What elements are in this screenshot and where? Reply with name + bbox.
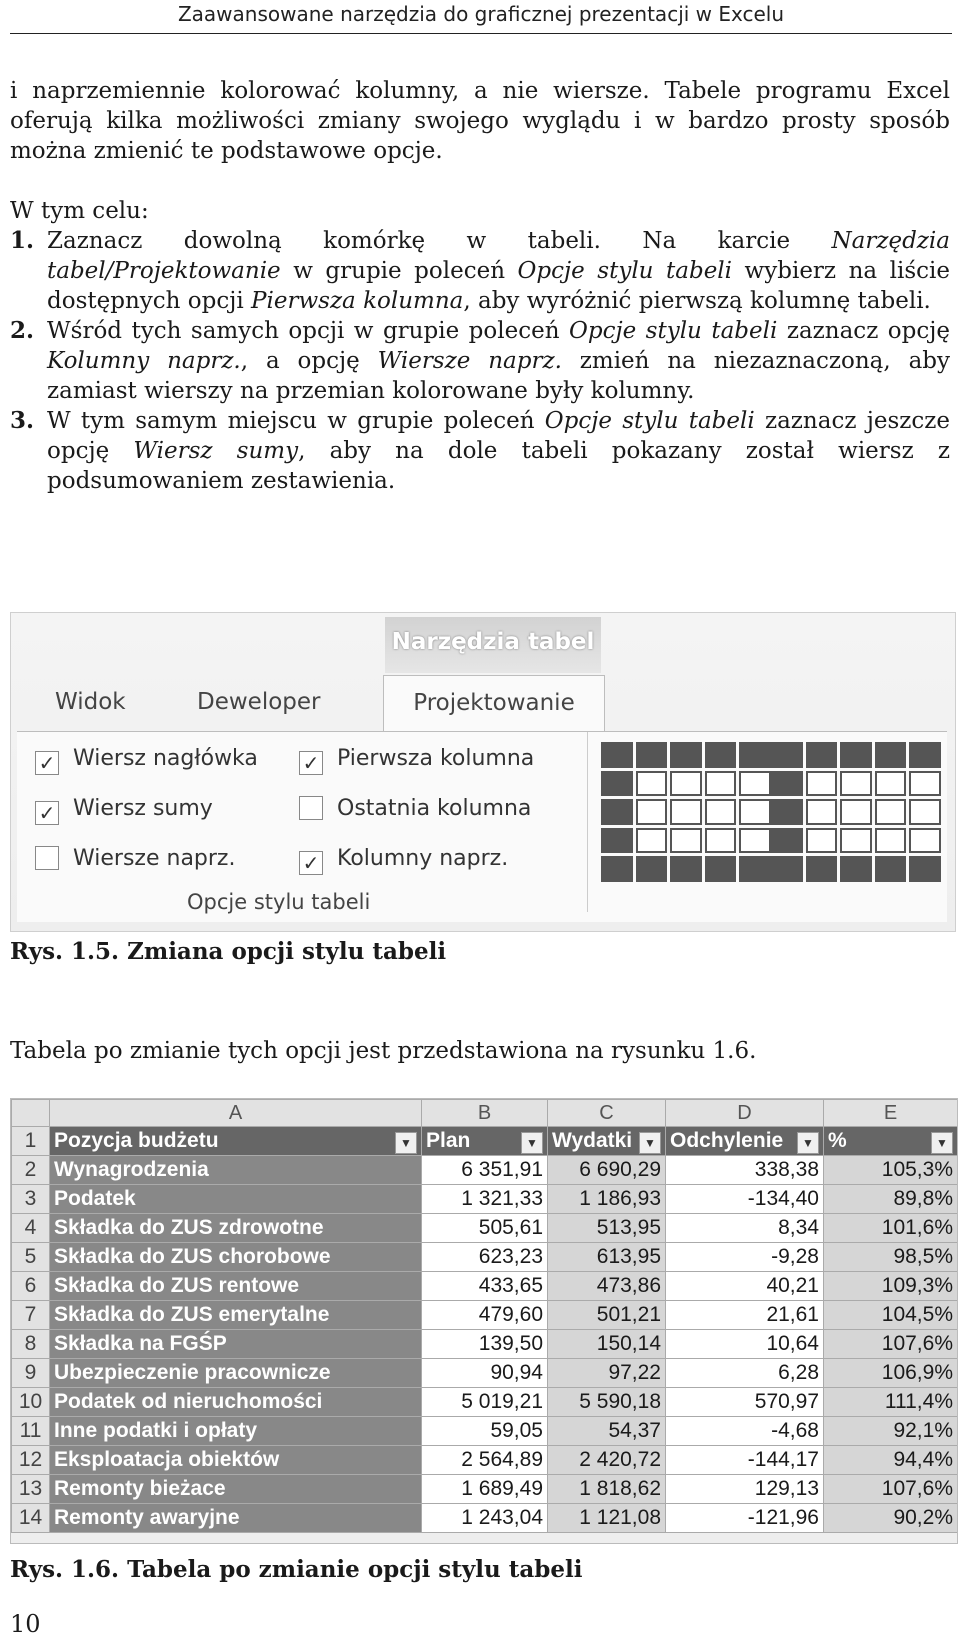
value-cell[interactable]: -144,17 (666, 1446, 824, 1475)
value-cell[interactable]: -4,68 (666, 1417, 824, 1446)
option-label: Wiersze naprz. (73, 846, 236, 871)
value-cell[interactable]: 1 818,62 (548, 1475, 666, 1504)
value-cell[interactable]: 6,28 (666, 1359, 824, 1388)
table-row (12, 1388, 958, 1417)
row-number[interactable]: 5 (12, 1243, 50, 1272)
step-item (10, 316, 950, 406)
value-cell[interactable]: 513,95 (548, 1214, 666, 1243)
row-label-cell[interactable]: Podatek od nieruchomości (50, 1388, 422, 1417)
value-cell[interactable]: 90,94 (422, 1359, 548, 1388)
step-item (10, 226, 950, 316)
value-cell[interactable]: 501,21 (548, 1301, 666, 1330)
step-text: zaznacz jeszcze opcję (47, 408, 950, 464)
step-italic: Opcje stylu tabeli (568, 318, 778, 344)
value-cell[interactable]: 90,2% (824, 1504, 958, 1533)
step-text: w grupie poleceń (280, 258, 518, 284)
step-number: 1. (10, 227, 35, 254)
step-text: zmień na niezaznaczoną, aby zamiast wierszy na przemian kolorowane były kolumny. (47, 348, 950, 404)
page-number: 10 (10, 1610, 41, 1638)
column-letter[interactable]: D (666, 1100, 824, 1127)
option-label: Kolumny naprz. (337, 846, 509, 871)
group-separator (587, 732, 588, 912)
column-letter[interactable]: E (824, 1100, 958, 1127)
value-cell[interactable]: 111,4% (824, 1388, 958, 1417)
value-cell[interactable]: 5 019,21 (422, 1388, 548, 1417)
filter-dropdown-icon[interactable]: ▼ (639, 1132, 661, 1154)
row-label-cell[interactable]: Składka do ZUS rentowe (50, 1272, 422, 1301)
row-number[interactable]: 1 (12, 1127, 50, 1156)
option-label: Wiersz nagłówka (73, 746, 258, 771)
option-banded-columns[interactable] (299, 844, 508, 874)
row-label-cell[interactable]: Remonty awaryjne (50, 1504, 422, 1533)
ribbon-screenshot (10, 612, 956, 932)
table-row (12, 1272, 958, 1301)
table-row (12, 1185, 958, 1214)
filter-dropdown-icon[interactable]: ▼ (931, 1132, 953, 1154)
option-label: Ostatnia kolumna (337, 796, 532, 821)
value-cell[interactable]: 505,61 (422, 1214, 548, 1243)
table-row (12, 1475, 958, 1504)
value-cell[interactable]: 54,37 (548, 1417, 666, 1446)
step-item (10, 406, 950, 496)
table-row (12, 1417, 958, 1446)
value-cell[interactable]: 109,3% (824, 1272, 958, 1301)
value-cell[interactable]: 105,3% (824, 1156, 958, 1185)
row-number[interactable]: 6 (12, 1272, 50, 1301)
table-row (12, 1243, 958, 1272)
table-header-row (12, 1127, 958, 1156)
option-first-column[interactable] (299, 744, 534, 774)
row-number[interactable]: 3 (12, 1185, 50, 1214)
row-label-cell[interactable]: Podatek (50, 1185, 422, 1214)
column-letter[interactable]: B (422, 1100, 548, 1127)
row-number[interactable]: 2 (12, 1156, 50, 1185)
checkbox-icon[interactable]: ✓ (299, 751, 323, 775)
step-text: , aby wyróżnić pierwszą kolumnę tabeli. (463, 288, 931, 314)
row-label-cell[interactable]: Eksploatacja obiektów (50, 1446, 422, 1475)
budget-table (11, 1099, 958, 1533)
header-cell[interactable]: Pozycja budżetu ▼ (50, 1127, 422, 1156)
table-row (12, 1330, 958, 1359)
step-text: Wśród tych samych opcji w grupie poleceń (47, 318, 569, 344)
value-cell[interactable]: 89,8% (824, 1185, 958, 1214)
option-header-row[interactable] (35, 744, 258, 774)
value-cell[interactable]: 1 321,33 (422, 1185, 548, 1214)
table-style-thumbnail-icon[interactable] (767, 738, 945, 886)
tab-deweloper[interactable]: Deweloper (197, 689, 321, 715)
value-cell[interactable]: 6 351,91 (422, 1156, 548, 1185)
table-row (12, 1214, 958, 1243)
step-italic: Narzędzia tabel/Projektowanie (47, 228, 950, 284)
value-cell[interactable]: 6 690,29 (548, 1156, 666, 1185)
value-cell[interactable]: 338,38 (666, 1156, 824, 1185)
value-cell[interactable]: 5 590,18 (548, 1388, 666, 1417)
step-italic: Wiersze naprz. (377, 348, 562, 374)
option-label: Pierwsza kolumna (337, 746, 535, 771)
row-number[interactable]: 9 (12, 1359, 50, 1388)
row-number[interactable]: 13 (12, 1475, 50, 1504)
header-cell[interactable]: Wydatki ▼ (548, 1127, 666, 1156)
value-cell[interactable]: 40,21 (666, 1272, 824, 1301)
value-cell[interactable]: 1 689,49 (422, 1475, 548, 1504)
row-number[interactable]: 7 (12, 1301, 50, 1330)
checkbox-icon[interactable]: ✓ (35, 801, 59, 825)
step-text: , a opcję (240, 348, 378, 374)
header-cell[interactable]: Plan ▼ (422, 1127, 548, 1156)
step-number: 3. (10, 407, 35, 434)
checkbox-icon[interactable] (35, 846, 59, 870)
filter-dropdown-icon[interactable]: ▼ (395, 1132, 417, 1154)
table-row (12, 1156, 958, 1185)
step-text: zaznacz opcję (777, 318, 950, 344)
row-label-cell[interactable]: Składka do ZUS emerytalne (50, 1301, 422, 1330)
row-number[interactable]: 14 (12, 1504, 50, 1533)
figure-caption: Rys. 1.5. Zmiana opcji stylu tabeli (10, 938, 447, 965)
group-label: Opcje stylu tabeli (187, 890, 371, 914)
value-cell[interactable]: 1 121,08 (548, 1504, 666, 1533)
step-text: W tym samym miejscu w grupie poleceń (47, 408, 545, 434)
step-text: Zaznacz dowolną komórkę w tabeli. Na karcie (47, 228, 832, 254)
value-cell[interactable]: 479,60 (422, 1301, 548, 1330)
value-cell[interactable]: 59,05 (422, 1417, 548, 1446)
running-header: Zaawansowane narzędzia do graficznej prezentacji w Excelu (10, 0, 952, 34)
row-number[interactable]: 4 (12, 1214, 50, 1243)
option-banded-rows[interactable] (35, 844, 235, 874)
select-all-corner[interactable] (12, 1100, 50, 1127)
checkbox-icon[interactable]: ✓ (35, 751, 59, 775)
value-cell[interactable]: 101,6% (824, 1214, 958, 1243)
value-cell[interactable]: -9,28 (666, 1243, 824, 1272)
header-cell[interactable]: % ▼ (824, 1127, 958, 1156)
option-total-row[interactable] (35, 794, 213, 824)
value-cell[interactable]: 98,5% (824, 1243, 958, 1272)
context-tab-label: Narzędzia tabel (385, 617, 601, 673)
row-number[interactable]: 8 (12, 1330, 50, 1359)
tab-projektowanie[interactable]: Projektowanie (383, 675, 605, 734)
table-style-thumbnail-icon[interactable] (597, 738, 775, 886)
checkbox-icon[interactable]: ✓ (299, 851, 323, 875)
value-cell[interactable]: 150,14 (548, 1330, 666, 1359)
figure-caption: Rys. 1.6. Tabela po zmianie opcji stylu tabeli (10, 1556, 583, 1583)
value-cell[interactable]: 129,13 (666, 1475, 824, 1504)
step-italic: Pierwsza kolumna (251, 288, 464, 314)
spreadsheet (10, 1098, 958, 1544)
row-label-cell[interactable]: Wynagrodzenia (50, 1156, 422, 1185)
value-cell[interactable]: 623,23 (422, 1243, 548, 1272)
value-cell[interactable]: 106,9% (824, 1359, 958, 1388)
value-cell[interactable]: 21,61 (666, 1301, 824, 1330)
step-italic: Opcje stylu tabeli (544, 408, 755, 434)
value-cell[interactable]: -121,96 (666, 1504, 824, 1533)
steps-list (10, 226, 950, 496)
value-cell[interactable]: 104,5% (824, 1301, 958, 1330)
value-cell[interactable]: 473,86 (548, 1272, 666, 1301)
value-cell[interactable]: 8,34 (666, 1214, 824, 1243)
row-number[interactable]: 10 (12, 1388, 50, 1417)
value-cell[interactable]: 1 243,04 (422, 1504, 548, 1533)
value-cell[interactable]: 107,6% (824, 1475, 958, 1504)
tab-widok[interactable]: Widok (55, 689, 126, 715)
table-row (12, 1359, 958, 1388)
table-row (12, 1504, 958, 1533)
row-label-cell[interactable]: Składka do ZUS zdrowotne (50, 1214, 422, 1243)
table-style-options-panel (17, 731, 947, 922)
value-cell[interactable]: 2 564,89 (422, 1446, 548, 1475)
step-text: , aby na dole tabeli pokazany został wiersz z podsumowaniem zestawienia. (47, 438, 950, 494)
table-row (12, 1301, 958, 1330)
option-label: Wiersz sumy (73, 796, 213, 821)
row-number[interactable]: 11 (12, 1417, 50, 1446)
value-cell[interactable]: 94,4% (824, 1446, 958, 1475)
filter-dropdown-icon[interactable]: ▼ (521, 1132, 543, 1154)
value-cell[interactable]: -134,40 (666, 1185, 824, 1214)
row-label-cell[interactable]: Remonty bieżace (50, 1475, 422, 1504)
option-last-column[interactable] (299, 794, 531, 824)
header-cell[interactable]: Odchylenie ▼ (666, 1127, 824, 1156)
value-cell[interactable]: 92,1% (824, 1417, 958, 1446)
value-cell[interactable]: 570,97 (666, 1388, 824, 1417)
column-letter[interactable]: C (548, 1100, 666, 1127)
row-label-cell[interactable]: Inne podatki i opłaty (50, 1417, 422, 1446)
value-cell[interactable]: 107,6% (824, 1330, 958, 1359)
paragraph: Tabela po zmianie tych opcji jest przedstawiona na rysunku 1.6. (10, 1038, 757, 1064)
value-cell[interactable]: 10,64 (666, 1330, 824, 1359)
intro-lead: W tym celu: (10, 198, 149, 224)
step-italic: Kolumny naprz. (47, 348, 241, 374)
checkbox-icon[interactable] (299, 796, 323, 820)
row-label-cell[interactable]: Składka do ZUS chorobowe (50, 1243, 422, 1272)
row-number[interactable]: 12 (12, 1446, 50, 1475)
value-cell[interactable]: 97,22 (548, 1359, 666, 1388)
value-cell[interactable]: 613,95 (548, 1243, 666, 1272)
intro-text (10, 76, 950, 496)
filter-dropdown-icon[interactable]: ▼ (797, 1132, 819, 1154)
column-header-row (12, 1100, 958, 1127)
value-cell[interactable]: 139,50 (422, 1330, 548, 1359)
intro-paragraph: i naprzemiennie kolorować kolumny, a nie wiersze. Tabele programu Excel oferują kilka możliwości zmiany swojego wyglądu i w bardzo prosty sposób można zmienić te podstawowe opcje. (10, 78, 950, 164)
column-letter[interactable]: A (50, 1100, 422, 1127)
step-italic: Wiersz sumy (133, 438, 299, 464)
value-cell[interactable]: 1 186,93 (548, 1185, 666, 1214)
row-label-cell[interactable]: Składka na FGŚP (50, 1330, 422, 1359)
step-text: wybierz na liście dostępnych opcji (47, 258, 950, 314)
row-label-cell[interactable]: Ubezpieczenie pracownicze (50, 1359, 422, 1388)
value-cell[interactable]: 433,65 (422, 1272, 548, 1301)
table-row (12, 1446, 958, 1475)
step-number: 2. (10, 317, 35, 344)
step-italic: Opcje stylu tabeli (517, 258, 733, 284)
value-cell[interactable]: 2 420,72 (548, 1446, 666, 1475)
